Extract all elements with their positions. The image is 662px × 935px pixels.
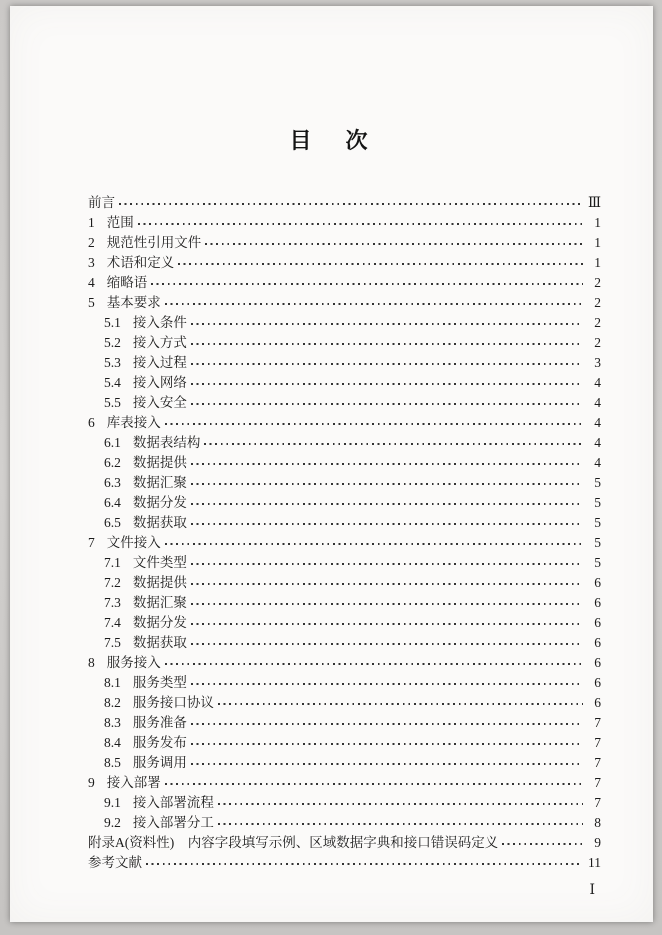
toc-entry-label: 数据汇聚 (132, 595, 187, 610)
toc-entry-number: 7.4 (104, 615, 121, 630)
toc-entry (88, 333, 601, 353)
toc-entry-label: 服务调用 (132, 755, 187, 770)
dot-leader (191, 503, 583, 505)
toc-entry-page: 9 (594, 835, 601, 850)
toc-entry-number: 5.5 (104, 395, 121, 410)
toc-entry (88, 473, 601, 493)
toc-entry (88, 753, 601, 773)
dot-leader (165, 543, 583, 545)
toc-entry-number: 6.5 (104, 515, 121, 530)
toc-entry (88, 633, 601, 653)
toc-entry-label: 附录A(资料性) 内容字段填写示例、区域数据字典和接口错误码定义 (88, 835, 499, 850)
dot-leader (165, 303, 583, 305)
toc-entry (88, 833, 601, 853)
toc-entry-page: 6 (594, 595, 601, 610)
dot-leader (138, 223, 583, 225)
toc-entry (88, 613, 601, 633)
toc-entry (88, 433, 601, 453)
toc-entry-page: 8 (594, 815, 601, 830)
dot-leader (191, 563, 583, 565)
toc-entry (88, 313, 601, 333)
dot-leader (502, 843, 583, 845)
toc-entry (88, 653, 601, 673)
toc-entry-page: 6 (594, 655, 601, 670)
toc-entry-page: 5 (594, 495, 601, 510)
toc-entry-page: 6 (594, 575, 601, 590)
toc-entry (88, 413, 601, 433)
toc-entry-label: 接入安全 (132, 395, 187, 410)
dot-leader (218, 703, 583, 705)
toc-entry (88, 353, 601, 373)
toc-entry-page: 6 (594, 615, 601, 630)
toc-entry-label: 数据提供 (132, 575, 187, 590)
toc-entry-number: 7.2 (104, 575, 121, 590)
dot-leader (165, 423, 583, 425)
toc-entry-page: 7 (594, 735, 601, 750)
toc-entry-page: Ⅲ (587, 195, 601, 210)
toc-entry-label: 接入条件 (132, 315, 187, 330)
toc-entry (88, 773, 601, 793)
toc-entry (88, 273, 601, 293)
page-title: 目 次 (289, 128, 374, 153)
toc-entry-page: 2 (594, 295, 601, 310)
toc-entry-number: 6.3 (104, 475, 121, 490)
toc-entry-number: 4 (88, 275, 95, 290)
toc-entry-page: 1 (594, 255, 601, 270)
toc-entry (88, 853, 601, 873)
toc-entry-page: 2 (594, 315, 601, 330)
toc-entry (88, 293, 601, 313)
toc-entry (88, 193, 601, 213)
toc-entry-label: 规范性引用文件 (106, 235, 202, 250)
toc-entry-page: 4 (594, 415, 601, 430)
toc-entry-page: 7 (594, 715, 601, 730)
dot-leader (191, 763, 583, 765)
toc-entry-page: 4 (594, 395, 601, 410)
dot-leader (191, 683, 583, 685)
toc-entry (88, 453, 601, 473)
toc-entry-label: 数据提供 (132, 455, 187, 470)
toc-entry-number: 5.2 (104, 335, 121, 350)
toc-entry-label: 数据获取 (132, 515, 187, 530)
toc-entry (88, 493, 601, 513)
toc-entry-label: 接入部署分工 (132, 815, 214, 830)
toc-entry-page: 5 (594, 535, 601, 550)
toc-entry-page: 7 (594, 775, 601, 790)
toc-entry-number: 5 (88, 295, 95, 310)
toc-entry-number: 7 (88, 535, 95, 550)
toc-entry (88, 373, 601, 393)
dot-leader (204, 443, 583, 445)
toc-entry-page: 4 (594, 435, 601, 450)
toc-entry-label: 数据分发 (132, 495, 187, 510)
toc-entry (88, 673, 601, 693)
dot-leader (191, 743, 583, 745)
toc-entry-number: 8.5 (104, 755, 121, 770)
toc-entry-label: 服务接入 (106, 655, 161, 670)
toc-entry-number: 6 (88, 415, 95, 430)
toc-entry-page: 1 (594, 215, 601, 230)
toc-entry-page: 1 (594, 235, 601, 250)
toc-entry-number: 9 (88, 775, 95, 790)
toc-entry-page: 4 (594, 375, 601, 390)
toc-entry-number: 8.1 (104, 675, 121, 690)
toc-entry-page: 6 (594, 635, 601, 650)
dot-leader (191, 343, 583, 345)
toc-entry-number: 8.3 (104, 715, 121, 730)
toc-entry (88, 553, 601, 573)
toc-entry-label: 服务发布 (132, 735, 187, 750)
dot-leader (191, 603, 583, 605)
toc-entry-number: 8.4 (104, 735, 121, 750)
toc-entry-number: 9.1 (104, 795, 121, 810)
toc-entry (88, 793, 601, 813)
toc-entry-page: 6 (594, 695, 601, 710)
toc-entry-label: 数据汇聚 (132, 475, 187, 490)
toc-entry-page: 11 (588, 855, 601, 870)
document-page (10, 6, 653, 922)
toc-entry-label: 基本要求 (106, 295, 161, 310)
toc-entry-label: 文件类型 (132, 555, 187, 570)
toc-entry-page: 5 (594, 555, 601, 570)
toc-entry (88, 213, 601, 233)
dot-leader (218, 823, 583, 825)
toc-entry (88, 693, 601, 713)
toc-entry-label: 库表接入 (106, 415, 161, 430)
toc-entry-page: 2 (594, 335, 601, 350)
toc-entry (88, 513, 601, 533)
toc-entry-label: 数据获取 (132, 635, 187, 650)
toc-entry-page: 5 (594, 515, 601, 530)
dot-leader (165, 783, 583, 785)
toc-entry-page: 7 (594, 755, 601, 770)
toc-entry-page: 3 (594, 355, 601, 370)
toc-entry-label: 参考文献 (88, 855, 142, 870)
dot-leader (119, 203, 583, 205)
toc-entry-number: 5.3 (104, 355, 121, 370)
toc-entry (88, 813, 601, 833)
toc-entry (88, 533, 601, 553)
toc-entry-number: 5.1 (104, 315, 121, 330)
toc-entry-number: 7.1 (104, 555, 121, 570)
dot-leader (191, 383, 583, 385)
toc-entry-label: 接入方式 (132, 335, 187, 350)
dot-leader (191, 723, 583, 725)
toc-entry (88, 233, 601, 253)
toc-entry-label: 术语和定义 (106, 255, 175, 270)
toc-entry-number: 3 (88, 255, 95, 270)
toc-entry-number: 8 (88, 655, 95, 670)
toc-entry (88, 713, 601, 733)
toc-entry-number: 6.1 (104, 435, 121, 450)
toc-entry (88, 593, 601, 613)
dot-leader (191, 583, 583, 585)
toc-entry-number: 9.2 (104, 815, 121, 830)
toc-list (88, 193, 601, 873)
toc-entry-label: 服务接口协议 (132, 695, 214, 710)
footer-page-number: Ⅰ (589, 883, 595, 898)
dot-leader (191, 623, 583, 625)
toc-entry-label: 服务准备 (132, 715, 187, 730)
toc-entry-label: 前言 (88, 195, 115, 210)
toc-entry-label: 接入部署流程 (132, 795, 214, 810)
toc-entry-label: 缩略语 (106, 275, 148, 290)
dot-leader (165, 663, 583, 665)
dot-leader (191, 483, 583, 485)
dot-leader (151, 283, 583, 285)
toc-entry (88, 733, 601, 753)
toc-entry-label: 数据分发 (132, 615, 187, 630)
toc-entry-label: 接入过程 (132, 355, 187, 370)
toc-entry-number: 7.5 (104, 635, 121, 650)
toc-entry-page: 2 (594, 275, 601, 290)
toc-entry-page: 6 (594, 675, 601, 690)
toc-entry-number: 5.4 (104, 375, 121, 390)
dot-leader (191, 463, 583, 465)
toc-entry-number: 6.4 (104, 495, 121, 510)
toc-entry-label: 接入部署 (106, 775, 161, 790)
dot-leader (191, 363, 583, 365)
toc-entry-number: 1 (88, 215, 95, 230)
toc-entry-label: 接入网络 (132, 375, 187, 390)
toc-entry-number: 6.2 (104, 455, 121, 470)
dot-leader (218, 803, 583, 805)
toc-entry-number: 7.3 (104, 595, 121, 610)
toc-entry-page: 5 (594, 475, 601, 490)
dot-leader (191, 643, 583, 645)
toc-entry (88, 573, 601, 593)
dot-leader (178, 263, 583, 265)
toc-entry-number: 8.2 (104, 695, 121, 710)
toc-entry-page: 4 (594, 455, 601, 470)
toc-entry-label: 范围 (106, 215, 134, 230)
dot-leader (191, 403, 583, 405)
toc-entry-page: 7 (594, 795, 601, 810)
toc-entry-label: 数据表结构 (132, 435, 201, 450)
dot-leader (205, 243, 583, 245)
toc-entry (88, 393, 601, 413)
toc-entry-label: 文件接入 (106, 535, 161, 550)
dot-leader (146, 863, 583, 865)
toc-entry-number: 2 (88, 235, 95, 250)
toc-entry-label: 服务类型 (132, 675, 187, 690)
dot-leader (191, 523, 583, 525)
dot-leader (191, 323, 583, 325)
toc-entry (88, 253, 601, 273)
